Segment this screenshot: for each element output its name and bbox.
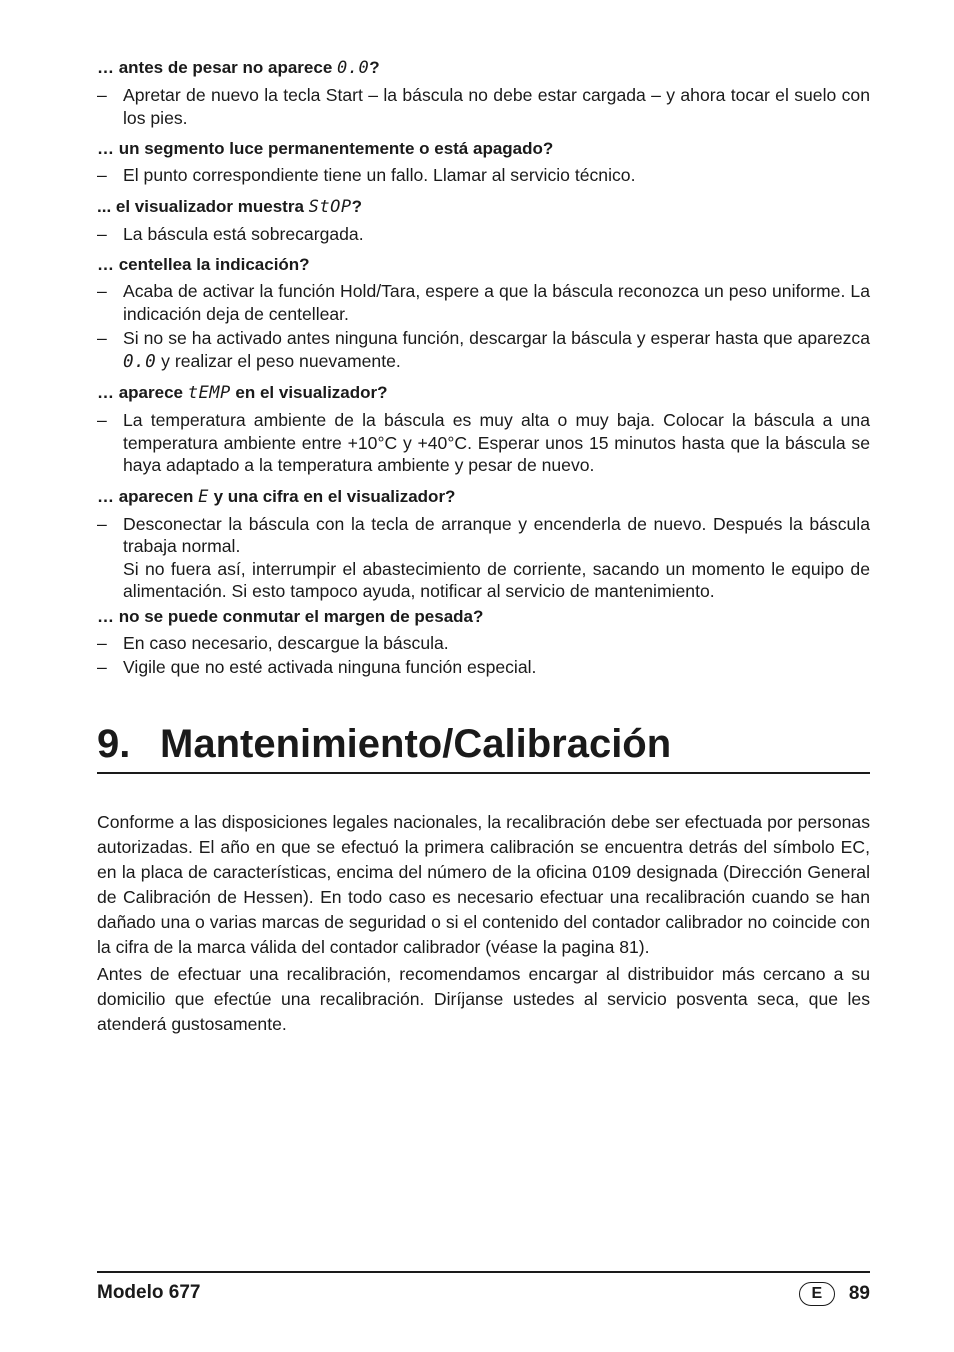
faq-question — [97, 485, 870, 509]
section-heading — [97, 716, 870, 774]
footer-divider — [97, 1271, 870, 1273]
display-segment-text: tEMP — [187, 383, 231, 403]
answer-text: y realizar el peso nuevamente. — [156, 350, 401, 371]
question-text: ? — [351, 196, 362, 216]
question-text: … centellea la indicación? — [97, 255, 310, 274]
body-paragraph: Antes de efectuar una recalibración, recomendamos encargar al distribuidor más cercano a su domicilio que efectúe una recalibración. Diríjanse ustedes al servicio posventa seca, que les atenderá gustosamente. — [97, 964, 870, 1034]
answer-text: La báscula está sobrecargada. — [123, 223, 364, 244]
faq-answer — [97, 632, 870, 655]
faq-answer — [97, 164, 870, 187]
answer-text: Si no se ha activado antes ninguna función, descargar la báscula y esperar hasta que aparezca — [123, 328, 870, 348]
answer-text: Apretar de nuevo la tecla Start – la báscula no debe estar cargada – y ahora tocar el suelo con los pies. — [123, 85, 870, 128]
faq-item — [97, 56, 870, 129]
section-body — [97, 810, 870, 1039]
answer-text: Desconectar la báscula con la tecla de arranque y encenderla de nuevo. Después la báscula trabaja normal. — [123, 513, 870, 556]
faq-answer — [97, 656, 870, 679]
display-segment-text: E — [198, 486, 209, 507]
list-dash: – — [97, 165, 107, 185]
page-number: 89 — [848, 1283, 870, 1304]
section-title: Mantenimiento/Calibración — [160, 722, 672, 766]
question-text: y una cifra en el visualizador? — [208, 486, 456, 506]
answer-text: Acaba de activar la función Hold/Tara, espere a que la báscula reconozca un peso uniforme. La indicación deja de centellear. — [123, 281, 870, 324]
faq-answer — [97, 327, 870, 373]
question-text: … antes de pesar no aparece — [97, 58, 337, 77]
faq-question — [97, 253, 870, 276]
faq-question — [97, 56, 870, 80]
faq-answer — [97, 84, 870, 129]
list-dash: – — [97, 85, 107, 105]
faq-item — [97, 485, 870, 603]
display-segment-text: 0.0 — [337, 58, 370, 78]
footer-model: Modelo 677 — [97, 1282, 201, 1303]
list-dash: – — [97, 223, 107, 244]
faq-question: … no se puede conmutar el margen de pesada? — [97, 606, 484, 626]
question-text: ? — [369, 58, 380, 77]
question-text: ... el visualizador muestra — [97, 196, 309, 216]
display-segment-text: StOP — [308, 196, 352, 217]
answer-continuation: Si no fuera así, interrumpir el abastecimiento de corriente, sacando un momento le equipo de alimentación. Si esto tampoco ayuda, notificar al servicio de mantenimiento. — [123, 558, 870, 601]
list-dash: – — [97, 328, 107, 348]
question-text: … aparecen — [97, 486, 199, 506]
faq-answer — [97, 409, 870, 477]
faq-item — [97, 137, 870, 187]
question-text: … aparece — [97, 383, 188, 402]
faq-answer — [97, 223, 870, 246]
faq-section — [97, 56, 870, 687]
section-number: 9. — [97, 722, 131, 766]
footer-page-info — [799, 1282, 870, 1306]
list-dash: – — [97, 632, 107, 653]
faq-question — [97, 137, 870, 160]
display-segment-text: 0.0 — [123, 351, 157, 372]
faq-item — [97, 381, 870, 477]
answer-text: En caso necesario, descargue la báscula. — [123, 632, 449, 653]
faq-answer — [97, 280, 870, 325]
faq-answer — [97, 513, 870, 558]
question-text: en el visualizador? — [230, 383, 388, 402]
list-dash: – — [97, 281, 107, 301]
faq-item — [97, 195, 870, 246]
faq-item — [97, 605, 870, 679]
list-dash: – — [97, 410, 107, 430]
answer-text: La temperatura ambiente de la báscula es muy alta o muy baja. Colocar la báscula a una temperatura ambiente entre +10°C y +40°C. Esperar unos 15 minutos hasta que la báscula se haya adaptado a la temperatura ambiente y pesar de nuevo. — [123, 410, 870, 475]
answer-text: Vigile que no esté activada ninguna función especial. — [123, 657, 537, 677]
question-text: … un segmento luce permanentemente o está apagado? — [97, 139, 554, 158]
body-paragraph: Conforme a las disposiciones legales nacionales, la recalibración debe ser efectuada por personas autorizadas. El año en que se efectuó la primera calibración se encuentra detrás del símbolo EC, en la placa de características, encima del número de la oficina 0109 designada (Dirección General de Calibración de Hessen). En todo caso es necesario efectuar una recalibración cuando se han dañado una o varias marcas de seguridad o si el contenido del contador calibrador no coincide con la cifra de la marca válida del contador calibrador (véase la pagina 81). — [97, 812, 870, 957]
faq-item — [97, 253, 870, 373]
list-dash: – — [97, 513, 107, 534]
faq-question — [97, 195, 870, 219]
faq-question — [97, 381, 870, 405]
list-dash: – — [97, 657, 107, 677]
answer-text: El punto correspondiente tiene un fallo. Llamar al servicio técnico. — [123, 165, 636, 185]
language-badge: E — [799, 1282, 835, 1306]
